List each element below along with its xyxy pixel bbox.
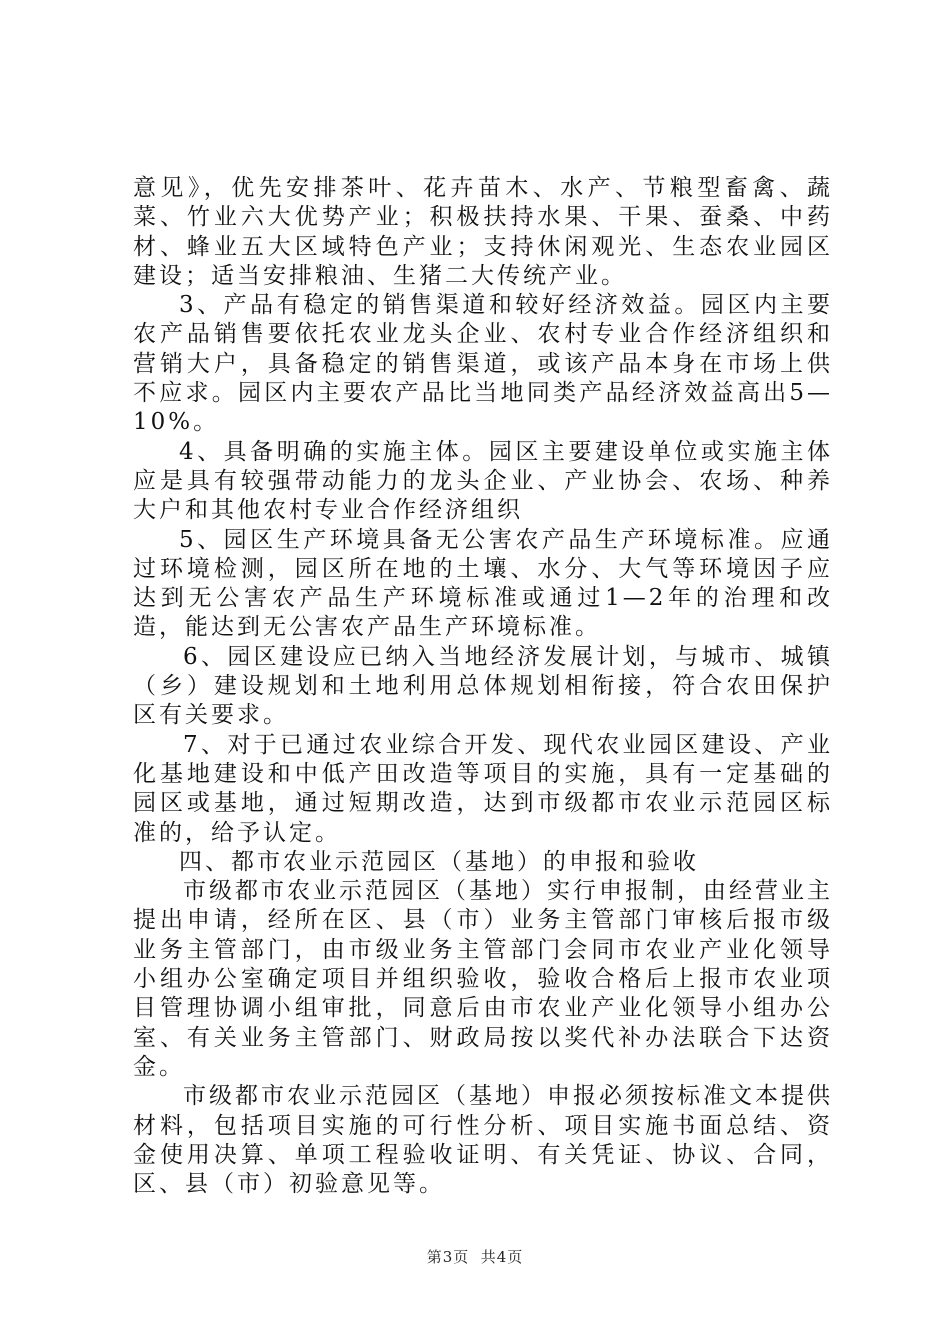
paragraph-continuation: 意见》，优先安排茶叶、花卉苗木、水产、节粮型畜禽、蔬菜、竹业六大优势产业；积极扶持水果、干果、蚕桑、中药材、蜂业五大区域特色产业；支持休闲观光、生态农业园区建设；适当安排粮油、生猪二大传统产业。 — [133, 175, 833, 289]
paragraph-application: 市级都市农业示范园区（基地）实行申报制，由经营业主提出申请，经所在区、县（市）业务主管部门审核后报市级业务主管部门，由市级业务主管部门会同市农业产业化领导小组办公室确定项目并组织验收，验收合格后上报市农业项目管理协调小组审批，同意后由市农业产业化领导小组办公室、有关业务主管部门、财政局按以奖代补办法联合下达资金。 — [133, 878, 833, 1080]
paragraph-item-4: 4、具备明确的实施主体。园区主要建设单位或实施主体应是具有较强带动能力的龙头企业、产业协会、农场、种养大户和其他农村专业合作经济组织 — [133, 438, 833, 524]
page-number-label: 第3页 共4页 — [426, 1248, 524, 1266]
section-heading: 四、都市农业示范园区（基地）的申报和验收 — [179, 848, 699, 875]
paragraph-item-5: 5、园区生产环境具备无公害农产品生产环境标准。应通过环境检测，园区所在地的土壤、水分、大气等环境因子应达到无公害农产品生产环境标准或通过1—2年的治理和改造，能达到无公害农产品生产环境标准。 — [133, 526, 833, 641]
paragraph-item-3: 3、产品有稳定的销售渠道和较好经济效益。园区内主要农产品销售要依托农业龙头企业、农村专业合作经济组织和营销大户，具备稳定的销售渠道，或该产品本身在市场上供不应求。园区内主要农产品比当地同类产品经济效益高出5—10%。 — [133, 292, 833, 436]
paragraph-item-6: 6、园区建设应已纳入当地经济发展计划，与城市、城镇（乡）建设规划和土地利用总体规划相衔接，符合农田保护区有关要求。 — [133, 643, 833, 729]
paragraph-materials: 市级都市农业示范园区（基地）申报必须按标准文本提供材料，包括项目实施的可行性分析、项目实施书面总结、资金使用决算、单项工程验收证明、有关凭证、协议、合同，区、县（市）初验意见等。 — [133, 1083, 833, 1198]
document-body — [133, 174, 833, 1199]
page-footer — [0, 1246, 950, 1267]
paragraph-item-7: 7、对于已通过农业综合开发、现代农业园区建设、产业化基地建设和中低产田改造等项目的实施，具有一定基础的园区或基地，通过短期改造，达到市级都市农业示范园区标准的，给予认定。 — [133, 731, 833, 846]
